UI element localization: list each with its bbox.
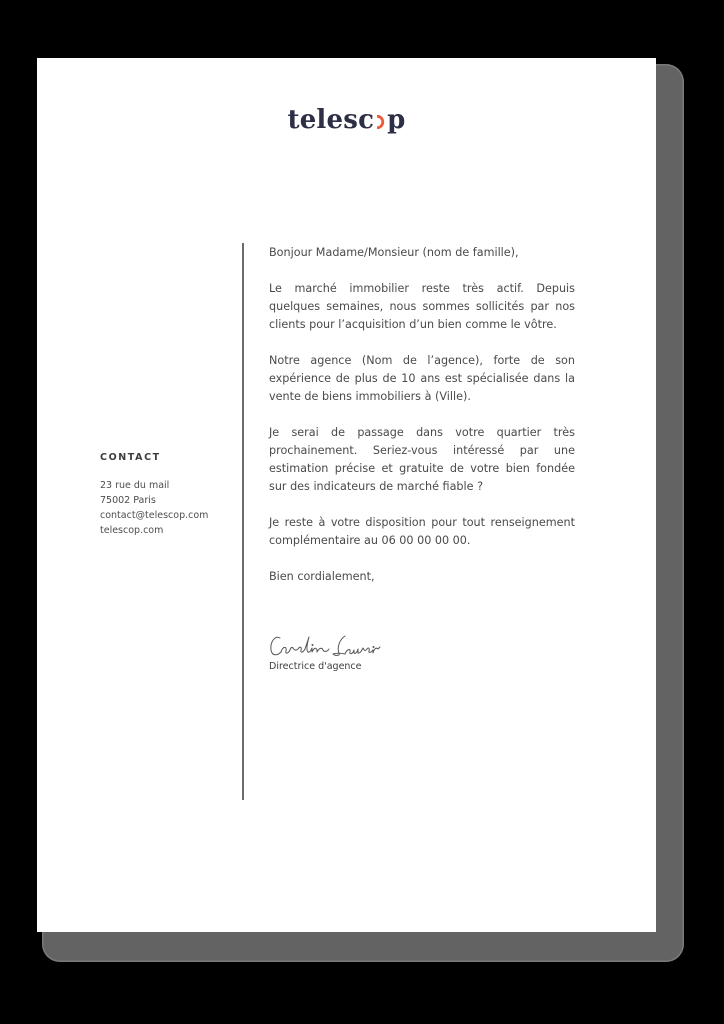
letter-body: [269, 244, 575, 604]
contact-address-line2: 75002 Paris: [100, 495, 156, 506]
contact-address-line1: 23 rue du mail: [100, 480, 170, 491]
letter-closing: Bien cordialement,: [269, 570, 375, 583]
letter-page: [37, 58, 656, 932]
logo-text-prefix: telesc: [287, 105, 375, 135]
letter-paragraph: Je reste à votre disposition pour tout renseignement complémentaire au 06 00 00 00 00.: [269, 516, 575, 547]
logo-text-suffix: p: [387, 105, 406, 135]
telescop-logo: [37, 102, 656, 138]
letter-paragraph: Le marché immobilier reste très actif. Depuis quelques semaines, nous sommes sollicités par nos clients pour l’acquisition d’un bien comme le vôtre.: [269, 282, 575, 331]
contact-email: contact@telescop.com: [100, 510, 209, 521]
contact-title: CONTACT: [100, 452, 161, 463]
letter-paragraph: Je serai de passage dans votre quartier très prochainement. Seriez-vous intéressé par une estimation précise et gratuite de votre bien fondée sur des indicateurs de marché fiable ?: [269, 426, 575, 493]
letter-paragraph: Notre agence (Nom de l’agence), forte de son expérience de plus de 10 ans est spécialisée dans la vente de biens immobiliers à (Ville).: [269, 354, 575, 403]
letter-greeting: Bonjour Madame/Monsieur (nom de famille),: [269, 246, 519, 259]
contact-website: telescop.com: [100, 525, 164, 536]
handwritten-signature: [269, 632, 389, 662]
vertical-divider: [242, 243, 244, 800]
contact-block: [100, 452, 240, 538]
signer-role: Directrice d'agence: [269, 661, 362, 672]
signature-icon: [269, 632, 389, 662]
logo-half-ring-icon: [375, 115, 386, 129]
